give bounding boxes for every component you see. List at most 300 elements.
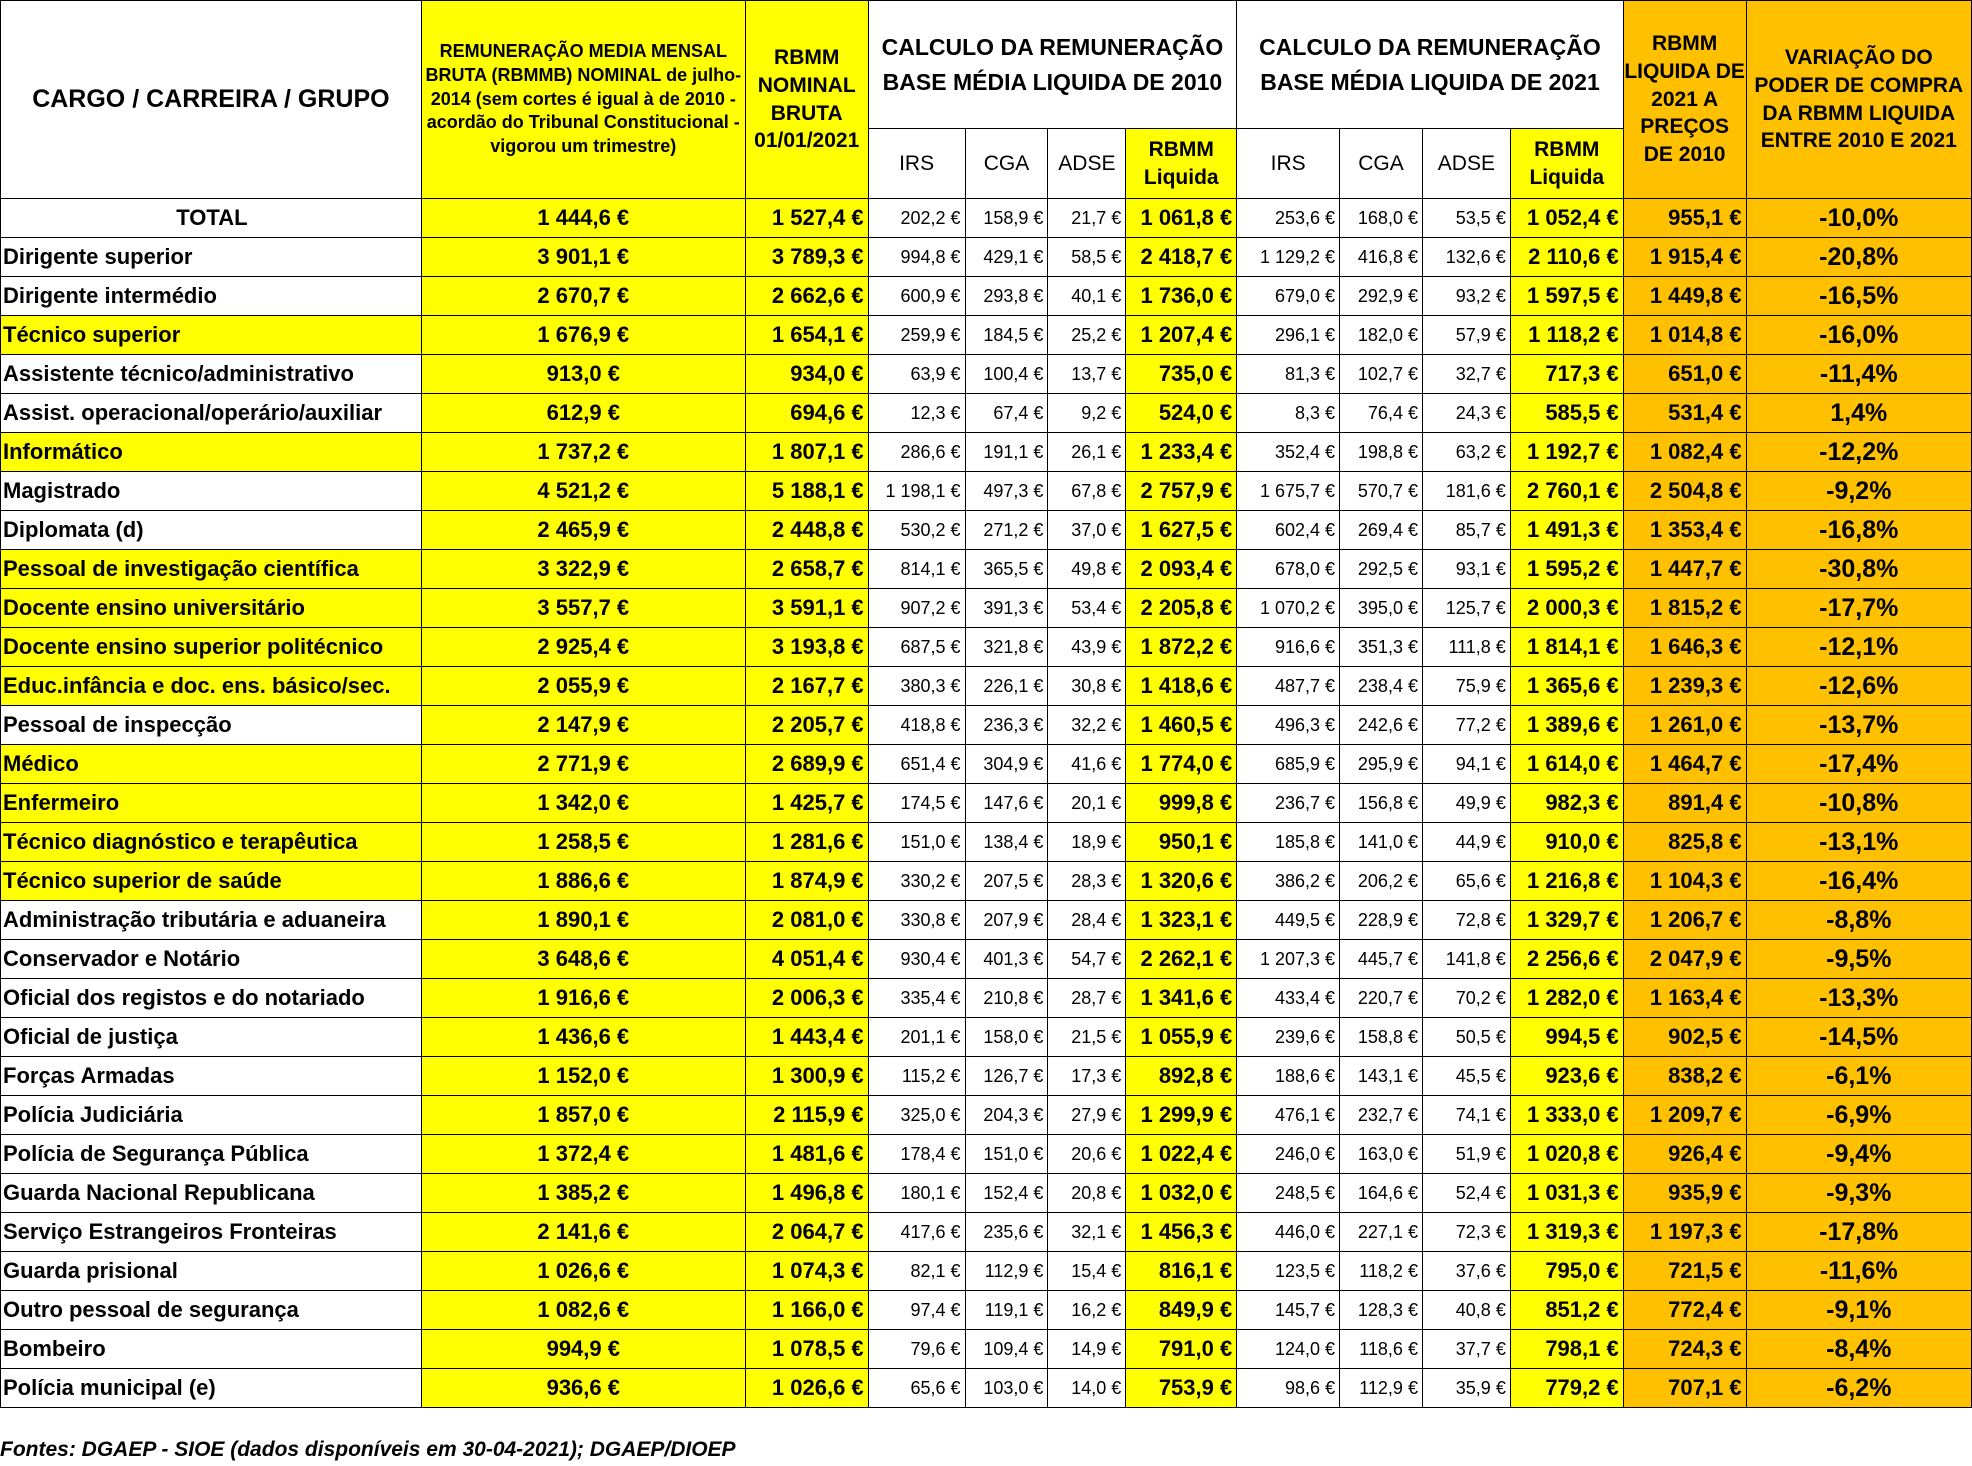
header-adse-2021: ADSE [1422, 129, 1510, 199]
cell-cga-2021: 395,0 € [1340, 589, 1423, 628]
cell-liquida-2021: 1 118,2 € [1510, 316, 1623, 355]
cell-precos-2010: 1 261,0 € [1623, 706, 1746, 745]
table-row [1, 472, 1972, 511]
cell-liquida-2010: 1 320,6 € [1126, 862, 1237, 901]
cell-cargo: Diplomata (d) [1, 511, 422, 550]
cell-irs-2010: 65,6 € [868, 1369, 965, 1408]
cell-rbmm-2021: 2 167,7 € [745, 667, 868, 706]
cell-cargo: Forças Armadas [1, 1057, 422, 1096]
cell-irs-2021: 296,1 € [1237, 316, 1340, 355]
table-row [1, 628, 1972, 667]
cell-irs-2010: 63,9 € [868, 355, 965, 394]
table-row [1, 745, 1972, 784]
cell-cga-2021: 351,3 € [1340, 628, 1423, 667]
cell-adse-2010: 37,0 € [1048, 511, 1126, 550]
cell-cga-2021: 445,7 € [1340, 940, 1423, 979]
cell-adse-2021: 40,8 € [1422, 1291, 1510, 1330]
cell-variacao: -12,2% [1746, 433, 1971, 472]
cell-cga-2010: 321,8 € [965, 628, 1048, 667]
cell-adse-2021: 94,1 € [1422, 745, 1510, 784]
cell-rbmm-2021: 1 166,0 € [745, 1291, 868, 1330]
cell-rbmmb-2014: 1 916,6 € [421, 979, 745, 1018]
header-liquida-2021: RBMM Liquida [1510, 129, 1623, 199]
cell-cga-2010: 184,5 € [965, 316, 1048, 355]
cell-cga-2010: 236,3 € [965, 706, 1048, 745]
cell-irs-2010: 115,2 € [868, 1057, 965, 1096]
cell-cga-2021: 164,6 € [1340, 1174, 1423, 1213]
cell-irs-2010: 178,4 € [868, 1135, 965, 1174]
cell-irs-2010: 325,0 € [868, 1096, 965, 1135]
cell-cargo: Enfermeiro [1, 784, 422, 823]
cell-cargo: Administração tributária e aduaneira [1, 901, 422, 940]
cell-cga-2021: 158,8 € [1340, 1018, 1423, 1057]
cell-rbmm-2021: 2 006,3 € [745, 979, 868, 1018]
cell-variacao: -16,8% [1746, 511, 1971, 550]
cell-irs-2010: 330,2 € [868, 862, 965, 901]
cell-cargo: Técnico superior de saúde [1, 862, 422, 901]
cell-adse-2021: 85,7 € [1422, 511, 1510, 550]
cell-variacao: -13,7% [1746, 706, 1971, 745]
cell-cargo: Guarda prisional [1, 1252, 422, 1291]
cell-liquida-2010: 2 262,1 € [1126, 940, 1237, 979]
cell-precos-2010: 1 447,7 € [1623, 550, 1746, 589]
cell-cga-2010: 100,4 € [965, 355, 1048, 394]
cell-adse-2010: 27,9 € [1048, 1096, 1126, 1135]
cell-irs-2010: 930,4 € [868, 940, 965, 979]
cell-cargo: Docente ensino universitário [1, 589, 422, 628]
cell-variacao: -13,1% [1746, 823, 1971, 862]
cell-variacao: -9,2% [1746, 472, 1971, 511]
cell-liquida-2010: 1 341,6 € [1126, 979, 1237, 1018]
cell-rbmm-2021: 1 281,6 € [745, 823, 868, 862]
cell-adse-2021: 37,7 € [1422, 1330, 1510, 1369]
table-row [1, 433, 1972, 472]
cell-irs-2021: 916,6 € [1237, 628, 1340, 667]
cell-cga-2021: 228,9 € [1340, 901, 1423, 940]
cell-cga-2010: 235,6 € [965, 1213, 1048, 1252]
cell-precos-2010: 935,9 € [1623, 1174, 1746, 1213]
cell-cga-2021: 118,2 € [1340, 1252, 1423, 1291]
cell-liquida-2010: 1 055,9 € [1126, 1018, 1237, 1057]
cell-adse-2021: 70,2 € [1422, 979, 1510, 1018]
cell-irs-2021: 446,0 € [1237, 1213, 1340, 1252]
cell-cga-2010: 365,5 € [965, 550, 1048, 589]
cell-precos-2010: 1 464,7 € [1623, 745, 1746, 784]
cell-adse-2010: 53,4 € [1048, 589, 1126, 628]
cell-variacao: -14,5% [1746, 1018, 1971, 1057]
cell-variacao: -9,5% [1746, 940, 1971, 979]
cell-adse-2010: 25,2 € [1048, 316, 1126, 355]
cell-rbmmb-2014: 1 737,2 € [421, 433, 745, 472]
cell-adse-2021: 32,7 € [1422, 355, 1510, 394]
cell-rbmmb-2014: 1 082,6 € [421, 1291, 745, 1330]
cell-liquida-2010: 2 205,8 € [1126, 589, 1237, 628]
cell-variacao: -6,9% [1746, 1096, 1971, 1135]
cell-cargo: Técnico superior [1, 316, 422, 355]
cell-adse-2010: 21,5 € [1048, 1018, 1126, 1057]
cell-adse-2010: 17,3 € [1048, 1057, 1126, 1096]
table-row [1, 1096, 1972, 1135]
cell-rbmmb-2014: 2 925,4 € [421, 628, 745, 667]
cell-precos-2010: 1 239,3 € [1623, 667, 1746, 706]
cell-cargo: Educ.infância e doc. ens. básico/sec. [1, 667, 422, 706]
cell-precos-2010: 531,4 € [1623, 394, 1746, 433]
cell-rbmm-2021: 1 026,6 € [745, 1369, 868, 1408]
cell-rbmmb-2014: 1 258,5 € [421, 823, 745, 862]
cell-cga-2010: 207,9 € [965, 901, 1048, 940]
cell-liquida-2021: 1 020,8 € [1510, 1135, 1623, 1174]
table-row [1, 199, 1972, 238]
cell-liquida-2021: 1 389,6 € [1510, 706, 1623, 745]
cell-liquida-2010: 1 022,4 € [1126, 1135, 1237, 1174]
cell-irs-2010: 180,1 € [868, 1174, 965, 1213]
cell-cga-2010: 147,6 € [965, 784, 1048, 823]
header-adse-2010: ADSE [1048, 129, 1126, 199]
cell-variacao: -11,6% [1746, 1252, 1971, 1291]
cell-irs-2021: 1 675,7 € [1237, 472, 1340, 511]
cell-cga-2010: 401,3 € [965, 940, 1048, 979]
header-rbmm-2021: RBMM NOMINAL BRUTA 01/01/2021 [745, 1, 868, 199]
table-row [1, 511, 1972, 550]
cell-precos-2010: 2 047,9 € [1623, 940, 1746, 979]
cell-adse-2010: 20,6 € [1048, 1135, 1126, 1174]
cell-cga-2010: 271,2 € [965, 511, 1048, 550]
cell-adse-2021: 35,9 € [1422, 1369, 1510, 1408]
cell-rbmmb-2014: 3 322,9 € [421, 550, 745, 589]
cell-precos-2010: 1 449,8 € [1623, 277, 1746, 316]
cell-adse-2010: 16,2 € [1048, 1291, 1126, 1330]
cell-irs-2010: 651,4 € [868, 745, 965, 784]
cell-cga-2021: 128,3 € [1340, 1291, 1423, 1330]
table-row [1, 823, 1972, 862]
cell-cargo: Assistente técnico/administrativo [1, 355, 422, 394]
cell-cga-2021: 163,0 € [1340, 1135, 1423, 1174]
cell-liquida-2010: 1 736,0 € [1126, 277, 1237, 316]
cell-adse-2021: 44,9 € [1422, 823, 1510, 862]
cell-liquida-2021: 1 216,8 € [1510, 862, 1623, 901]
cell-rbmmb-2014: 1 152,0 € [421, 1057, 745, 1096]
cell-rbmmb-2014: 1 886,6 € [421, 862, 745, 901]
cell-rbmm-2021: 1 481,6 € [745, 1135, 868, 1174]
cell-rbmmb-2014: 1 372,4 € [421, 1135, 745, 1174]
cell-cga-2021: 112,9 € [1340, 1369, 1423, 1408]
cell-variacao: -13,3% [1746, 979, 1971, 1018]
cell-rbmm-2021: 1 527,4 € [745, 199, 868, 238]
cell-cargo: Dirigente intermédio [1, 277, 422, 316]
cell-adse-2021: 52,4 € [1422, 1174, 1510, 1213]
cell-adse-2010: 20,1 € [1048, 784, 1126, 823]
cell-adse-2021: 49,9 € [1422, 784, 1510, 823]
header-variacao: VARIAÇÃO DO PODER DE COMPRA DA RBMM LIQUIDA ENTRE 2010 E 2021 [1746, 1, 1971, 199]
cell-liquida-2010: 950,1 € [1126, 823, 1237, 862]
cell-precos-2010: 651,0 € [1623, 355, 1746, 394]
cell-liquida-2021: 1 814,1 € [1510, 628, 1623, 667]
cell-liquida-2010: 892,8 € [1126, 1057, 1237, 1096]
cell-adse-2021: 63,2 € [1422, 433, 1510, 472]
cell-adse-2021: 74,1 € [1422, 1096, 1510, 1135]
cell-cga-2010: 293,8 € [965, 277, 1048, 316]
cell-liquida-2010: 1 032,0 € [1126, 1174, 1237, 1213]
cell-rbmm-2021: 694,6 € [745, 394, 868, 433]
table-row [1, 1330, 1972, 1369]
cell-liquida-2021: 1 282,0 € [1510, 979, 1623, 1018]
cell-irs-2010: 994,8 € [868, 238, 965, 277]
cell-liquida-2021: 2 000,3 € [1510, 589, 1623, 628]
cell-cga-2010: 138,4 € [965, 823, 1048, 862]
cell-cga-2021: 295,9 € [1340, 745, 1423, 784]
header-calc-2010: CALCULO DA REMUNERAÇÃO BASE MÉDIA LIQUIDA DE 2010 [868, 1, 1237, 129]
cell-rbmm-2021: 5 188,1 € [745, 472, 868, 511]
cell-irs-2021: 685,9 € [1237, 745, 1340, 784]
cell-liquida-2010: 1 207,4 € [1126, 316, 1237, 355]
cell-precos-2010: 721,5 € [1623, 1252, 1746, 1291]
cell-irs-2021: 246,0 € [1237, 1135, 1340, 1174]
cell-rbmm-2021: 2 081,0 € [745, 901, 868, 940]
cell-variacao: -12,6% [1746, 667, 1971, 706]
cell-irs-2021: 239,6 € [1237, 1018, 1340, 1057]
cell-irs-2021: 253,6 € [1237, 199, 1340, 238]
cell-adse-2021: 125,7 € [1422, 589, 1510, 628]
cell-rbmm-2021: 2 064,7 € [745, 1213, 868, 1252]
table-row [1, 1252, 1972, 1291]
cell-adse-2010: 20,8 € [1048, 1174, 1126, 1213]
header-liquida-2010: RBMM Liquida [1126, 129, 1237, 199]
cell-variacao: -16,5% [1746, 277, 1971, 316]
cell-cga-2021: 292,5 € [1340, 550, 1423, 589]
cell-cga-2010: 210,8 € [965, 979, 1048, 1018]
cell-adse-2010: 26,1 € [1048, 433, 1126, 472]
cell-irs-2010: 82,1 € [868, 1252, 965, 1291]
table-row [1, 1018, 1972, 1057]
table-row [1, 1057, 1972, 1096]
cell-variacao: -30,8% [1746, 550, 1971, 589]
cell-cargo: Informático [1, 433, 422, 472]
cell-adse-2010: 32,2 € [1048, 706, 1126, 745]
cell-cga-2010: 304,9 € [965, 745, 1048, 784]
cell-cga-2010: 204,3 € [965, 1096, 1048, 1135]
cell-adse-2010: 43,9 € [1048, 628, 1126, 667]
cell-cga-2010: 207,5 € [965, 862, 1048, 901]
cell-variacao: -11,4% [1746, 355, 1971, 394]
table-row [1, 355, 1972, 394]
cell-cargo: Pessoal de investigação científica [1, 550, 422, 589]
cell-rbmm-2021: 3 591,1 € [745, 589, 868, 628]
cell-rbmmb-2014: 3 901,1 € [421, 238, 745, 277]
table-row [1, 589, 1972, 628]
cell-adse-2010: 67,8 € [1048, 472, 1126, 511]
cell-precos-2010: 1 815,2 € [1623, 589, 1746, 628]
cell-cargo: Polícia municipal (e) [1, 1369, 422, 1408]
cell-rbmm-2021: 2 448,8 € [745, 511, 868, 550]
cell-rbmm-2021: 1 300,9 € [745, 1057, 868, 1096]
cell-precos-2010: 1 209,7 € [1623, 1096, 1746, 1135]
cell-rbmm-2021: 1 074,3 € [745, 1252, 868, 1291]
cell-rbmmb-2014: 913,0 € [421, 355, 745, 394]
cell-rbmm-2021: 934,0 € [745, 355, 868, 394]
cell-precos-2010: 1 014,8 € [1623, 316, 1746, 355]
cell-rbmm-2021: 1 807,1 € [745, 433, 868, 472]
cell-liquida-2021: 1 031,3 € [1510, 1174, 1623, 1213]
cell-rbmmb-2014: 1 857,0 € [421, 1096, 745, 1135]
cell-adse-2021: 93,2 € [1422, 277, 1510, 316]
cell-adse-2010: 40,1 € [1048, 277, 1126, 316]
table-row [1, 1174, 1972, 1213]
cell-rbmmb-2014: 1 676,9 € [421, 316, 745, 355]
cell-adse-2021: 37,6 € [1422, 1252, 1510, 1291]
cell-rbmmb-2014: 1 890,1 € [421, 901, 745, 940]
cell-cargo: Pessoal de inspecção [1, 706, 422, 745]
cell-precos-2010: 902,5 € [1623, 1018, 1746, 1057]
cell-liquida-2021: 994,5 € [1510, 1018, 1623, 1057]
cell-liquida-2010: 816,1 € [1126, 1252, 1237, 1291]
cell-precos-2010: 1 104,3 € [1623, 862, 1746, 901]
cell-irs-2010: 201,1 € [868, 1018, 965, 1057]
header-calc-2021: CALCULO DA REMUNERAÇÃO BASE MÉDIA LIQUIDA DE 2021 [1237, 1, 1624, 129]
table-row [1, 862, 1972, 901]
cell-cga-2010: 119,1 € [965, 1291, 1048, 1330]
cell-irs-2021: 1 070,2 € [1237, 589, 1340, 628]
table-row [1, 784, 1972, 823]
cell-cga-2021: 238,4 € [1340, 667, 1423, 706]
table-row [1, 316, 1972, 355]
cell-cargo: Bombeiro [1, 1330, 422, 1369]
cell-adse-2021: 77,2 € [1422, 706, 1510, 745]
cell-variacao: -16,4% [1746, 862, 1971, 901]
header-irs-2021: IRS [1237, 129, 1340, 199]
cell-variacao: -17,4% [1746, 745, 1971, 784]
cell-rbmm-2021: 2 689,9 € [745, 745, 868, 784]
cell-liquida-2010: 1 299,9 € [1126, 1096, 1237, 1135]
cell-variacao: -10,8% [1746, 784, 1971, 823]
cell-irs-2021: 487,7 € [1237, 667, 1340, 706]
cell-rbmmb-2014: 2 141,6 € [421, 1213, 745, 1252]
cell-adse-2010: 14,0 € [1048, 1369, 1126, 1408]
cell-irs-2021: 352,4 € [1237, 433, 1340, 472]
cell-liquida-2021: 1 319,3 € [1510, 1213, 1623, 1252]
cell-liquida-2021: 798,1 € [1510, 1330, 1623, 1369]
cell-liquida-2010: 524,0 € [1126, 394, 1237, 433]
cell-variacao: -16,0% [1746, 316, 1971, 355]
cell-adse-2010: 32,1 € [1048, 1213, 1126, 1252]
cell-adse-2010: 21,7 € [1048, 199, 1126, 238]
cell-variacao: -9,1% [1746, 1291, 1971, 1330]
cell-irs-2010: 97,4 € [868, 1291, 965, 1330]
cell-irs-2010: 151,0 € [868, 823, 965, 862]
cell-cga-2021: 570,7 € [1340, 472, 1423, 511]
cell-irs-2021: 98,6 € [1237, 1369, 1340, 1408]
cell-liquida-2021: 1 192,7 € [1510, 433, 1623, 472]
cell-adse-2010: 58,5 € [1048, 238, 1126, 277]
cell-cargo: Docente ensino superior politécnico [1, 628, 422, 667]
cell-cga-2010: 429,1 € [965, 238, 1048, 277]
cell-liquida-2021: 851,2 € [1510, 1291, 1623, 1330]
cell-adse-2010: 15,4 € [1048, 1252, 1126, 1291]
cell-liquida-2021: 910,0 € [1510, 823, 1623, 862]
cell-cargo: Médico [1, 745, 422, 784]
cell-liquida-2010: 1 460,5 € [1126, 706, 1237, 745]
cell-liquida-2010: 849,9 € [1126, 1291, 1237, 1330]
cell-cga-2010: 158,0 € [965, 1018, 1048, 1057]
cell-adse-2021: 57,9 € [1422, 316, 1510, 355]
cell-rbmmb-2014: 612,9 € [421, 394, 745, 433]
cell-irs-2010: 814,1 € [868, 550, 965, 589]
cell-cga-2021: 141,0 € [1340, 823, 1423, 862]
cell-cga-2021: 156,8 € [1340, 784, 1423, 823]
cell-irs-2021: 188,6 € [1237, 1057, 1340, 1096]
table-row [1, 1213, 1972, 1252]
table-row [1, 1291, 1972, 1330]
cell-adse-2021: 50,5 € [1422, 1018, 1510, 1057]
cell-variacao: -9,4% [1746, 1135, 1971, 1174]
table-row [1, 238, 1972, 277]
cell-cga-2010: 103,0 € [965, 1369, 1048, 1408]
cell-cga-2010: 151,0 € [965, 1135, 1048, 1174]
cell-precos-2010: 1 082,4 € [1623, 433, 1746, 472]
cell-cga-2010: 391,3 € [965, 589, 1048, 628]
cell-cga-2010: 497,3 € [965, 472, 1048, 511]
cell-liquida-2021: 2 760,1 € [1510, 472, 1623, 511]
cell-irs-2021: 185,8 € [1237, 823, 1340, 862]
cell-irs-2010: 530,2 € [868, 511, 965, 550]
cell-rbmmb-2014: 994,9 € [421, 1330, 745, 1369]
cell-liquida-2010: 999,8 € [1126, 784, 1237, 823]
cell-adse-2010: 28,4 € [1048, 901, 1126, 940]
header-cargo: CARGO / CARREIRA / GRUPO [1, 1, 422, 199]
cell-liquida-2021: 779,2 € [1510, 1369, 1623, 1408]
cell-cargo: Polícia Judiciária [1, 1096, 422, 1135]
cell-liquida-2021: 1 333,0 € [1510, 1096, 1623, 1135]
cell-rbmmb-2014: 2 055,9 € [421, 667, 745, 706]
cell-cargo: TOTAL [1, 199, 422, 238]
cell-rbmmb-2014: 936,6 € [421, 1369, 745, 1408]
cell-irs-2021: 496,3 € [1237, 706, 1340, 745]
cell-irs-2021: 8,3 € [1237, 394, 1340, 433]
table-row [1, 1369, 1972, 1408]
cell-liquida-2021: 2 110,6 € [1510, 238, 1623, 277]
cell-rbmmb-2014: 2 147,9 € [421, 706, 745, 745]
cell-precos-2010: 1 163,4 € [1623, 979, 1746, 1018]
cell-irs-2021: 602,4 € [1237, 511, 1340, 550]
cell-precos-2010: 2 504,8 € [1623, 472, 1746, 511]
cell-cargo: Magistrado [1, 472, 422, 511]
cell-adse-2010: 9,2 € [1048, 394, 1126, 433]
cell-irs-2010: 335,4 € [868, 979, 965, 1018]
cell-precos-2010: 724,3 € [1623, 1330, 1746, 1369]
cell-precos-2010: 955,1 € [1623, 199, 1746, 238]
cell-rbmm-2021: 1 654,1 € [745, 316, 868, 355]
cell-irs-2021: 476,1 € [1237, 1096, 1340, 1135]
cell-liquida-2021: 717,3 € [1510, 355, 1623, 394]
cell-irs-2021: 248,5 € [1237, 1174, 1340, 1213]
cell-cga-2010: 226,1 € [965, 667, 1048, 706]
cell-precos-2010: 926,4 € [1623, 1135, 1746, 1174]
cell-irs-2010: 286,6 € [868, 433, 965, 472]
cell-rbmm-2021: 2 115,9 € [745, 1096, 868, 1135]
cell-precos-2010: 1 353,4 € [1623, 511, 1746, 550]
cell-cga-2010: 109,4 € [965, 1330, 1048, 1369]
cell-adse-2010: 49,8 € [1048, 550, 1126, 589]
cell-liquida-2021: 1 329,7 € [1510, 901, 1623, 940]
cell-cargo: Dirigente superior [1, 238, 422, 277]
table-row [1, 667, 1972, 706]
cell-rbmm-2021: 4 051,4 € [745, 940, 868, 979]
cell-irs-2021: 1 129,2 € [1237, 238, 1340, 277]
cell-rbmmb-2014: 1 342,0 € [421, 784, 745, 823]
cell-liquida-2010: 1 456,3 € [1126, 1213, 1237, 1252]
cell-cargo: Guarda Nacional Republicana [1, 1174, 422, 1213]
cell-adse-2021: 45,5 € [1422, 1057, 1510, 1096]
cell-adse-2021: 141,8 € [1422, 940, 1510, 979]
